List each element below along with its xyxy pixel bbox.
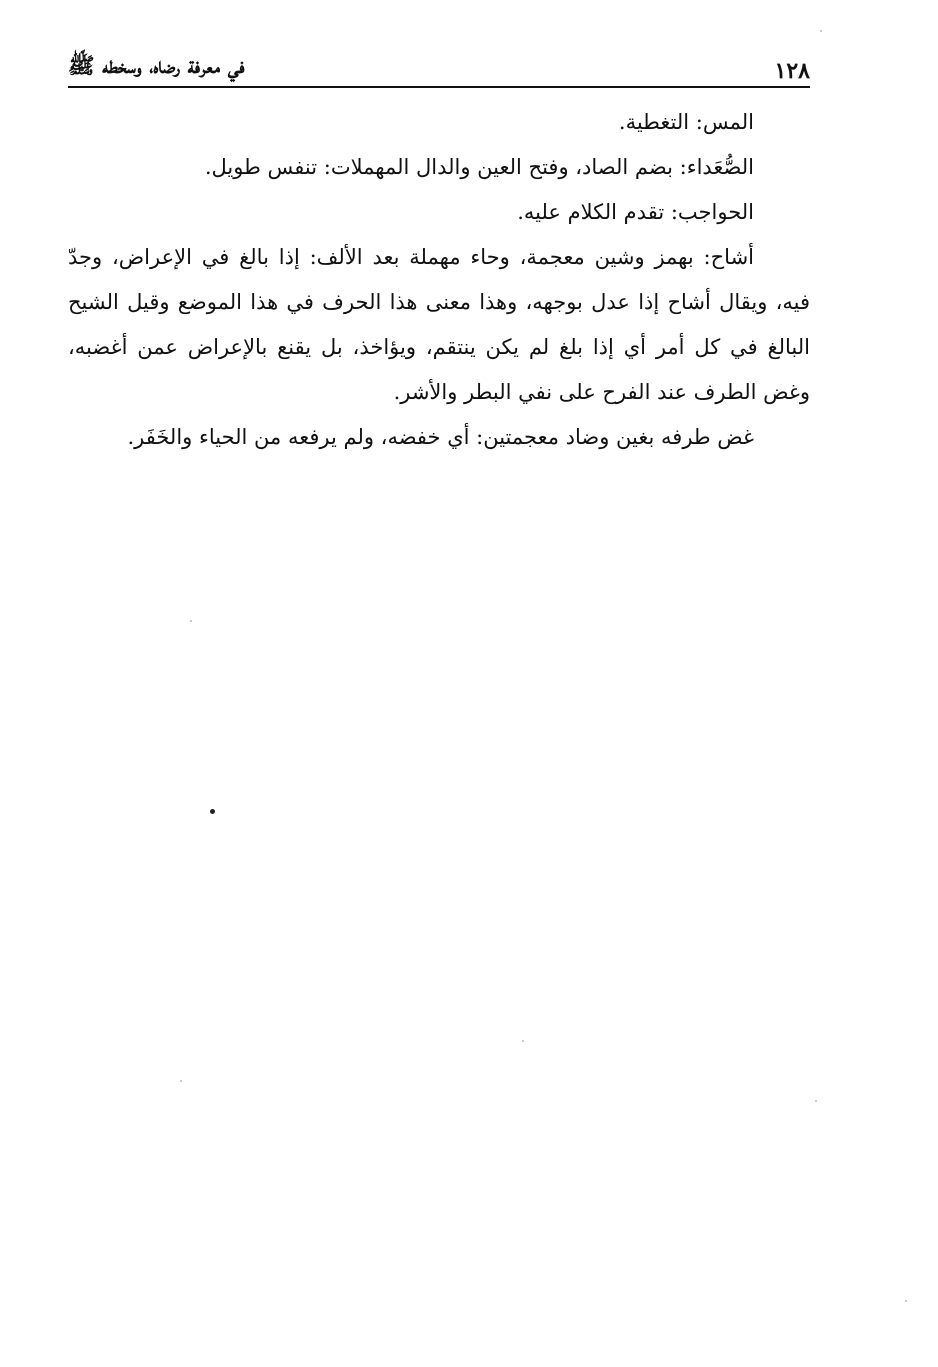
body-text (68, 100, 810, 460)
scan-speck (210, 809, 215, 814)
header-rule (68, 86, 810, 88)
paragraph-ghadd-tarfihi: غض طرفه بغين وضاد معجمتين: أي خفضه، ولم يرفعه من الحياء والخَفَر. (127, 425, 754, 449)
paragraph-al-suada: الصُّعَداء: بضم الصاد، وفتح العين والدال المهملات: تنفس طويل. (204, 155, 754, 179)
running-title: في معرفة رضاه، وسخطه ﷺ (68, 53, 245, 79)
paragraph-al-mass: المس: التغطية. (618, 110, 754, 134)
page-number: ١٢٨ (774, 58, 810, 84)
paragraph-ashaha: أشاح: بهمز وشين معجمة، وحاء مهملة بعد الألف: إذا بالغ في الإعراض، وجدّ فيه، ويقال أشاح إذا عدل بوجهه، وهذا معنى هذا الحرف في هذا الموضع وقيل الشيح البالغ في كل أمر أي إذا بلغ لم يكن ينتقم، ويؤاخذ، بل يقنع بالإعراض عمن أغضبه، وغض الطرف عند الفرح على نفي البطر والأشر. (68, 245, 810, 404)
scan-speck (815, 1100, 817, 1102)
scan-speck (180, 1080, 182, 1082)
paragraph-al-hawajib: الحواجب: تقدم الكلام عليه. (517, 200, 754, 224)
scan-speck (820, 30, 822, 32)
page-header (68, 44, 810, 84)
scan-speck (905, 1300, 907, 1302)
scan-speck (190, 620, 192, 622)
scan-speck (522, 1040, 524, 1042)
